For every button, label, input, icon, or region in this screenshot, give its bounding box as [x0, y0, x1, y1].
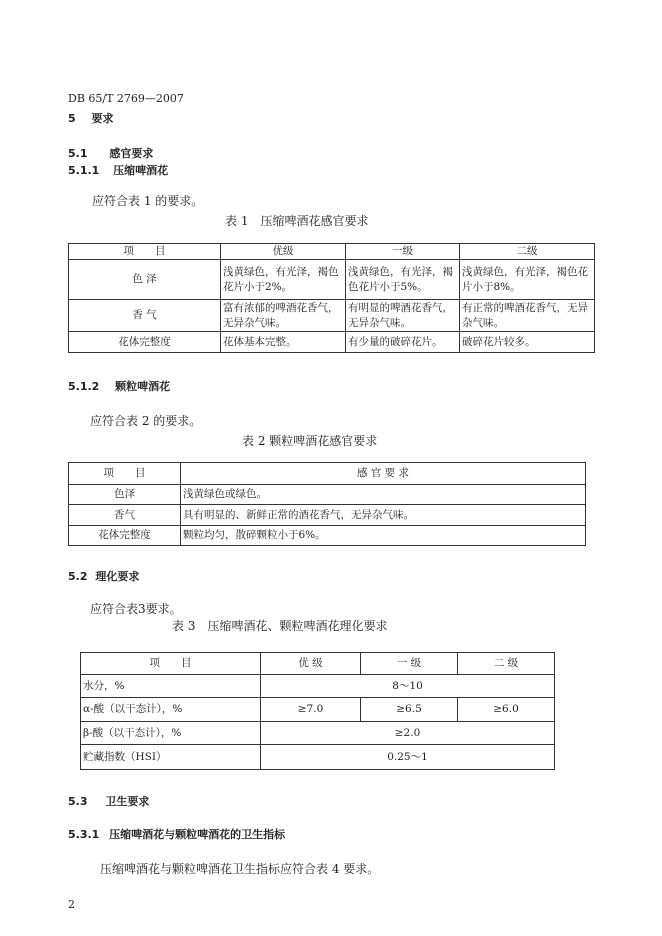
- section-title: 压缩啤酒花: [113, 164, 169, 177]
- table-row: [69, 526, 586, 546]
- section-5-heading: [68, 110, 114, 126]
- paragraph-5-3-1: 压缩啤酒花与颗粒啤酒花卫生指标应符合表 4 要求。: [100, 862, 380, 876]
- table-cell: α-酸（以干态计），%: [81, 698, 261, 722]
- table-cell: 0.25～1: [261, 745, 555, 770]
- table-2: [68, 462, 586, 546]
- table-header-row: [69, 244, 595, 260]
- document-number: DB 65/T 2769—2007: [68, 92, 184, 105]
- section-5-1-heading: [68, 145, 153, 161]
- section-5-1-1-heading: [68, 162, 168, 178]
- table-cell: 浅黄绿色，有光泽，褐色花片小于8%。: [460, 260, 595, 300]
- table-row: [69, 300, 595, 332]
- table-cell: 花体基本完整。: [221, 332, 346, 353]
- table-cell: 贮藏指数（HSI）: [81, 745, 261, 770]
- paragraph-5-1-1: 应符合表 1 的要求。: [92, 194, 204, 208]
- table-cell: 富有浓郁的啤酒花香气，无异杂气味。: [221, 300, 346, 332]
- header-cell: 二级: [460, 244, 595, 260]
- table-cell: 花体完整度: [69, 332, 221, 353]
- table-header-row: [69, 463, 586, 485]
- section-5-2-heading: [68, 568, 139, 584]
- header-cell: 优级: [221, 244, 346, 260]
- header-cell: 一级: [346, 244, 460, 260]
- paragraph-5-1-2: 应符合表 2 的要求。: [90, 414, 202, 428]
- section-title: 卫生要求: [105, 795, 150, 808]
- section-title: 颗粒啤酒花: [115, 380, 171, 393]
- section-5-3-1-heading: [68, 826, 285, 842]
- table-cell: 有少量的破碎花片。: [346, 332, 460, 353]
- section-title: 要求: [91, 112, 114, 125]
- section-number: 5.3: [68, 795, 88, 808]
- header-cell: 优 级: [261, 653, 361, 675]
- table-cell: 浅黄绿色，有光泽，褐色花片小于2%。: [221, 260, 346, 300]
- table-cell: 香 气: [69, 300, 221, 332]
- section-number: 5.1: [68, 147, 88, 160]
- table-cell: 花体完整度: [69, 526, 181, 546]
- table-cell: 香气: [69, 505, 181, 526]
- table-row: [81, 722, 555, 745]
- section-title: 理化要求: [95, 570, 140, 583]
- table-1-caption: 表 1 压缩啤酒花感官要求: [225, 214, 369, 228]
- section-number: 5.1.2: [68, 380, 100, 393]
- table-cell: 浅黄绿色或绿色。: [181, 485, 586, 505]
- table-cell: ≥6.5: [361, 698, 458, 722]
- table-row: [69, 505, 586, 526]
- section-number: 5.3.1: [68, 828, 100, 841]
- page-number: 2: [68, 898, 75, 911]
- table-cell: 破碎花片较多。: [460, 332, 595, 353]
- table-3-caption: 表 3 压缩啤酒花、颗粒啤酒花理化要求: [172, 619, 388, 633]
- table-cell: ≥7.0: [261, 698, 361, 722]
- section-number: 5.2: [68, 570, 88, 583]
- table-cell: 有明显的啤酒花香气，无异杂气味。: [346, 300, 460, 332]
- table-cell: ≥2.0: [261, 722, 555, 745]
- table-3: [80, 652, 555, 770]
- table-cell: 浅黄绿色，有光泽，褐色花片小于5%。: [346, 260, 460, 300]
- table-cell: 色 泽: [69, 260, 221, 300]
- section-5-3-heading: [68, 793, 149, 809]
- table-cell: ≥6.0: [458, 698, 555, 722]
- table-row: [81, 675, 555, 698]
- header-cell: 感 官 要 求: [181, 463, 586, 485]
- header-cell: 项 目: [69, 463, 181, 485]
- section-number: 5: [68, 112, 76, 125]
- table-row: [69, 260, 595, 300]
- paragraph-5-2: 应符合表3要求。: [90, 602, 182, 616]
- table-cell: 8～10: [261, 675, 555, 698]
- table-cell: 水分，%: [81, 675, 261, 698]
- table-cell: 有正常的啤酒花香气，无异杂气味。: [460, 300, 595, 332]
- header-cell: 二 级: [458, 653, 555, 675]
- table-row: [81, 698, 555, 722]
- table-1: [68, 243, 595, 353]
- table-2-caption: 表 2 颗粒啤酒花感官要求: [242, 434, 378, 448]
- table-cell: β-酸（以干态计），%: [81, 722, 261, 745]
- header-cell: 项 目: [69, 244, 221, 260]
- section-title: 感官要求: [109, 147, 154, 160]
- table-cell: 颗粒均匀，散碎颗粒小于6%。: [181, 526, 586, 546]
- section-title: 压缩啤酒花与颗粒啤酒花的卫生指标: [109, 828, 286, 841]
- table-row: [81, 745, 555, 770]
- section-number: 5.1.1: [68, 164, 100, 177]
- table-header-row: [81, 653, 555, 675]
- section-5-1-2-heading: [68, 378, 170, 394]
- header-cell: 项 目: [81, 653, 261, 675]
- header-cell: 一 级: [361, 653, 458, 675]
- table-row: [69, 485, 586, 505]
- table-cell: 色泽: [69, 485, 181, 505]
- table-cell: 具有明显的、新鲜正常的酒花香气，无异杂气味。: [181, 505, 586, 526]
- table-row: [69, 332, 595, 353]
